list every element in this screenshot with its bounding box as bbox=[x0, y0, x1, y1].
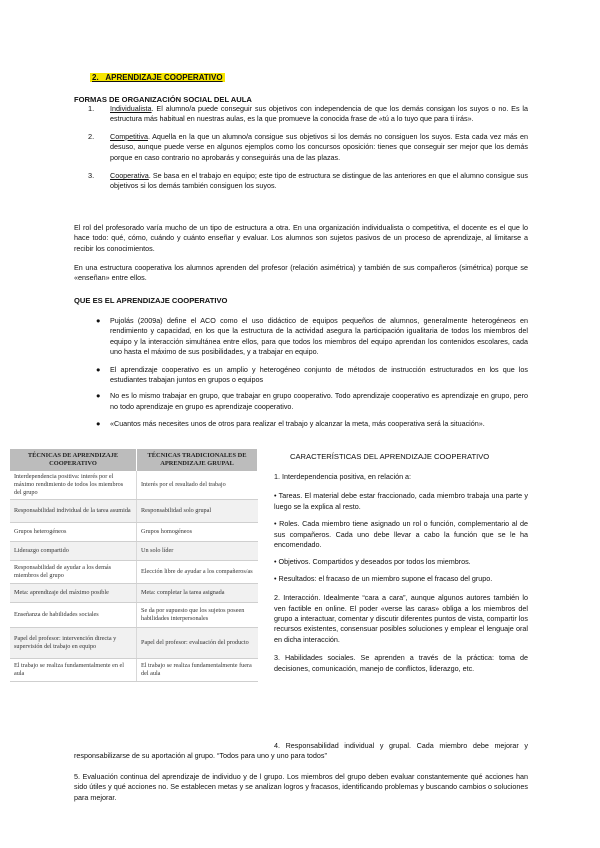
table-row: El trabajo se realiza fundamentalmente en el aula El trabajo se realiza fundamentalmente fuera del aula bbox=[10, 659, 258, 682]
caracteristicas-heading: CARACTERÍSTICAS DEL APRENDIZAJE COOPERATIVO bbox=[290, 452, 490, 461]
table-row: Grupos heterogéneos Grupos homogéneos bbox=[10, 523, 258, 542]
item-number: 3. bbox=[88, 171, 95, 181]
section-title: 2. APRENDIZAJE COOPERATIVO bbox=[92, 73, 223, 82]
item-text: . Se basa en el trabajo en equipo; este tipo de estructura se distingue de las anteriores en que el alumno consigue sus objetivos si los demás también consiguen los suyos. bbox=[110, 171, 528, 191]
item-term: Cooperativa bbox=[110, 171, 149, 181]
tareas-item: • Tareas. El material debe estar fraccionado, cada miembro trabaja una parte y luego se la explica al resto. bbox=[274, 491, 528, 511]
table-row: Liderazgo compartido Un solo líder bbox=[10, 542, 258, 561]
responsabilidad-paragraph: 4. Responsabilidad individual y grupal. Cada miembro debe mejorar y responsabilizarse de su aportación al grupo. “Todos para uno y uno para todos” bbox=[74, 741, 528, 761]
list-item: ● El aprendizaje cooperativo es un amplio y heterogéneo conjunto de métodos de instrucción estructurados en los que los estudiantes trabajan juntos en grupos o equipos bbox=[96, 364, 528, 385]
caracteristicas-column bbox=[274, 472, 528, 674]
table-row: Enseñanza de habilidades sociales Se da por supuesto que los sujetos poseen habilidades interpersonales bbox=[10, 603, 258, 628]
roles-item: • Roles. Cada miembro tiene asignado un rol o función, complementario al de sus compañeros. Cada uno debe llevar a cabo la función que se le ha encomendado. bbox=[274, 519, 528, 550]
table-row: Responsabilidad individual de la tarea asumida Responsabilidad solo grupal bbox=[10, 500, 258, 523]
item-text: . Aquella en la que un alumno/a consigue sus objetivos si los demás no consiguen los suyos. Esta cada vez más en desuso, aunque puede verse en algunos ejemplos como los concursos oposición: tienes que conseguir ser mejor que los demás porque en caso contrario no aprobarás y conseguirás una de las plazas. bbox=[110, 131, 528, 162]
interdependencia-paragraph: 1. Interdependencia positiva, en relación a: bbox=[274, 472, 412, 481]
formas-list bbox=[88, 104, 528, 192]
item-text: . El alumno/a puede conseguir sus objetivos con independencia de que los demás consigan los suyos o no. Es la estructura más habitual en nuestras aulas, es la que promueve la conocida frase de «tú a lo tuyo que para ti irás». bbox=[110, 104, 528, 124]
item-term: Individualista bbox=[110, 104, 152, 113]
techniques-table bbox=[10, 449, 258, 682]
techniques-table-wrapper bbox=[10, 449, 258, 682]
table-row: Responsabilidad de ayudar a los demás miembros del grupo Elección libre de ayudar a los compañeros/as bbox=[10, 561, 258, 584]
bullet-icon: ● bbox=[96, 316, 101, 325]
item-term: Competitiva bbox=[110, 131, 148, 141]
formas-item-individualista bbox=[88, 104, 528, 125]
table-header-row bbox=[10, 449, 258, 471]
table-row: Meta: aprendizaje del máximo posible Meta: completar la tarea asignada bbox=[10, 584, 258, 603]
formas-heading: FORMAS DE ORGANIZACIÓN SOCIAL DEL AULA bbox=[74, 95, 252, 104]
table-header-cell: TÉCNICAS DE APRENDIZAJE COOPERATIVO bbox=[10, 449, 137, 471]
que-es-list bbox=[96, 316, 528, 430]
table-row: Interdependencia positiva: interés por el máximo rendimiento de todos los miembros del grupo Interés por el resultado del trabajo bbox=[10, 471, 258, 500]
habilidades-paragraph: 3. Habilidades sociales. Se aprenden a través de la práctica: toma de decisiones, comunicación, manejo de conflictos, liderazgo, etc. bbox=[274, 653, 528, 673]
resultados-item: • Resultados: el fracaso de un miembro supone el fracaso del grupo. bbox=[274, 573, 493, 583]
evaluacion-paragraph: 5. Evaluación continua del aprendizaje de individuo y de l grupo. Los miembros del grupo deben evaluar constantemente qué acciones han sido útiles y qué acciones no. Se establecen metas y se analizan logros y fracasos, identificando problemas y buscando cambios o soluciones para mejorar. bbox=[74, 772, 528, 802]
objetivos-item: • Objetivos. Compartidos y deseados por todos los miembros. bbox=[274, 557, 471, 567]
formas-item-competitiva bbox=[88, 131, 528, 163]
que-es-heading: QUE ES EL APRENDIZAJE COOPERATIVO bbox=[74, 296, 228, 305]
rol-profesor-paragraph: El rol del profesorado varía mucho de un tipo de estructura a otra. En una organización individualista o competitiva, el docente es el que lo hace todo: qué, cómo, cuándo y cuánto enseñar y evaluar. Los alumnos son sujetos pasivos de un proceso de aprendizaje, al limitarse a recibir los conocimientos. bbox=[74, 223, 528, 253]
bullet-icon: ● bbox=[96, 391, 101, 401]
formas-item-cooperativa bbox=[88, 171, 528, 192]
list-item: ● No es lo mismo trabajar en grupo, que trabajar en grupo cooperativo. Todo aprendizaje cooperativo es aprendizaje en grupo, pero no todo aprendizaje en grupo es aprendizaje cooperativo. bbox=[96, 391, 528, 411]
bullet-icon: ● bbox=[96, 364, 101, 374]
table-row: Papel del profesor: intervención directa y supervisión del trabajo en equipo Papel del profesor: evaluación del producto bbox=[10, 628, 258, 659]
list-item: ● «Cuantos más necesites unos de otros para realizar el trabajo y alcanzar la meta, más cooperativa será la situación». bbox=[96, 419, 485, 429]
list-item: ● Pujolás (2009a) define el ACO como el uso didáctico de equipos pequeños de alumnos, generalmente heterogéneos en rendimiento y capacidad, en los que la estructura de la actividad asegura la participación igualitaria de todos los miembros del equipo y la interacción simultánea entre ellos, para que todos los miembros del equipo aprendan los contenidos escolares, cada uno hasta el máximo de sus posibilidades, y a trabajar en equipo. bbox=[96, 316, 528, 357]
estructura-cooperativa-paragraph: En una estructura cooperativa los alumnos aprenden del profesor (relación asimétrica) y también de sus compañeros (simétrica) porque se «enseñan» entre ellos. bbox=[74, 263, 528, 283]
interaccion-paragraph: 2. Interacción. Idealmente “cara a cara”, aunque algunos autores también lo ven factible en online. El poder «verse las caras» obliga a los miembros del grupo a interactuar, comentar y discutir diferentes puntos de vista, compartir los recursos existentes, consensuar posibles soluciones y emplear el lenguaje oral en dicha interacción. bbox=[274, 593, 528, 644]
item-number: 1. bbox=[88, 104, 95, 113]
table-header-cell: TÉCNICAS TRADICIONALES DE APRENDIZAJE GRUPAL bbox=[137, 449, 258, 471]
item-number: 2. bbox=[88, 131, 95, 141]
bullet-icon: ● bbox=[96, 419, 101, 429]
